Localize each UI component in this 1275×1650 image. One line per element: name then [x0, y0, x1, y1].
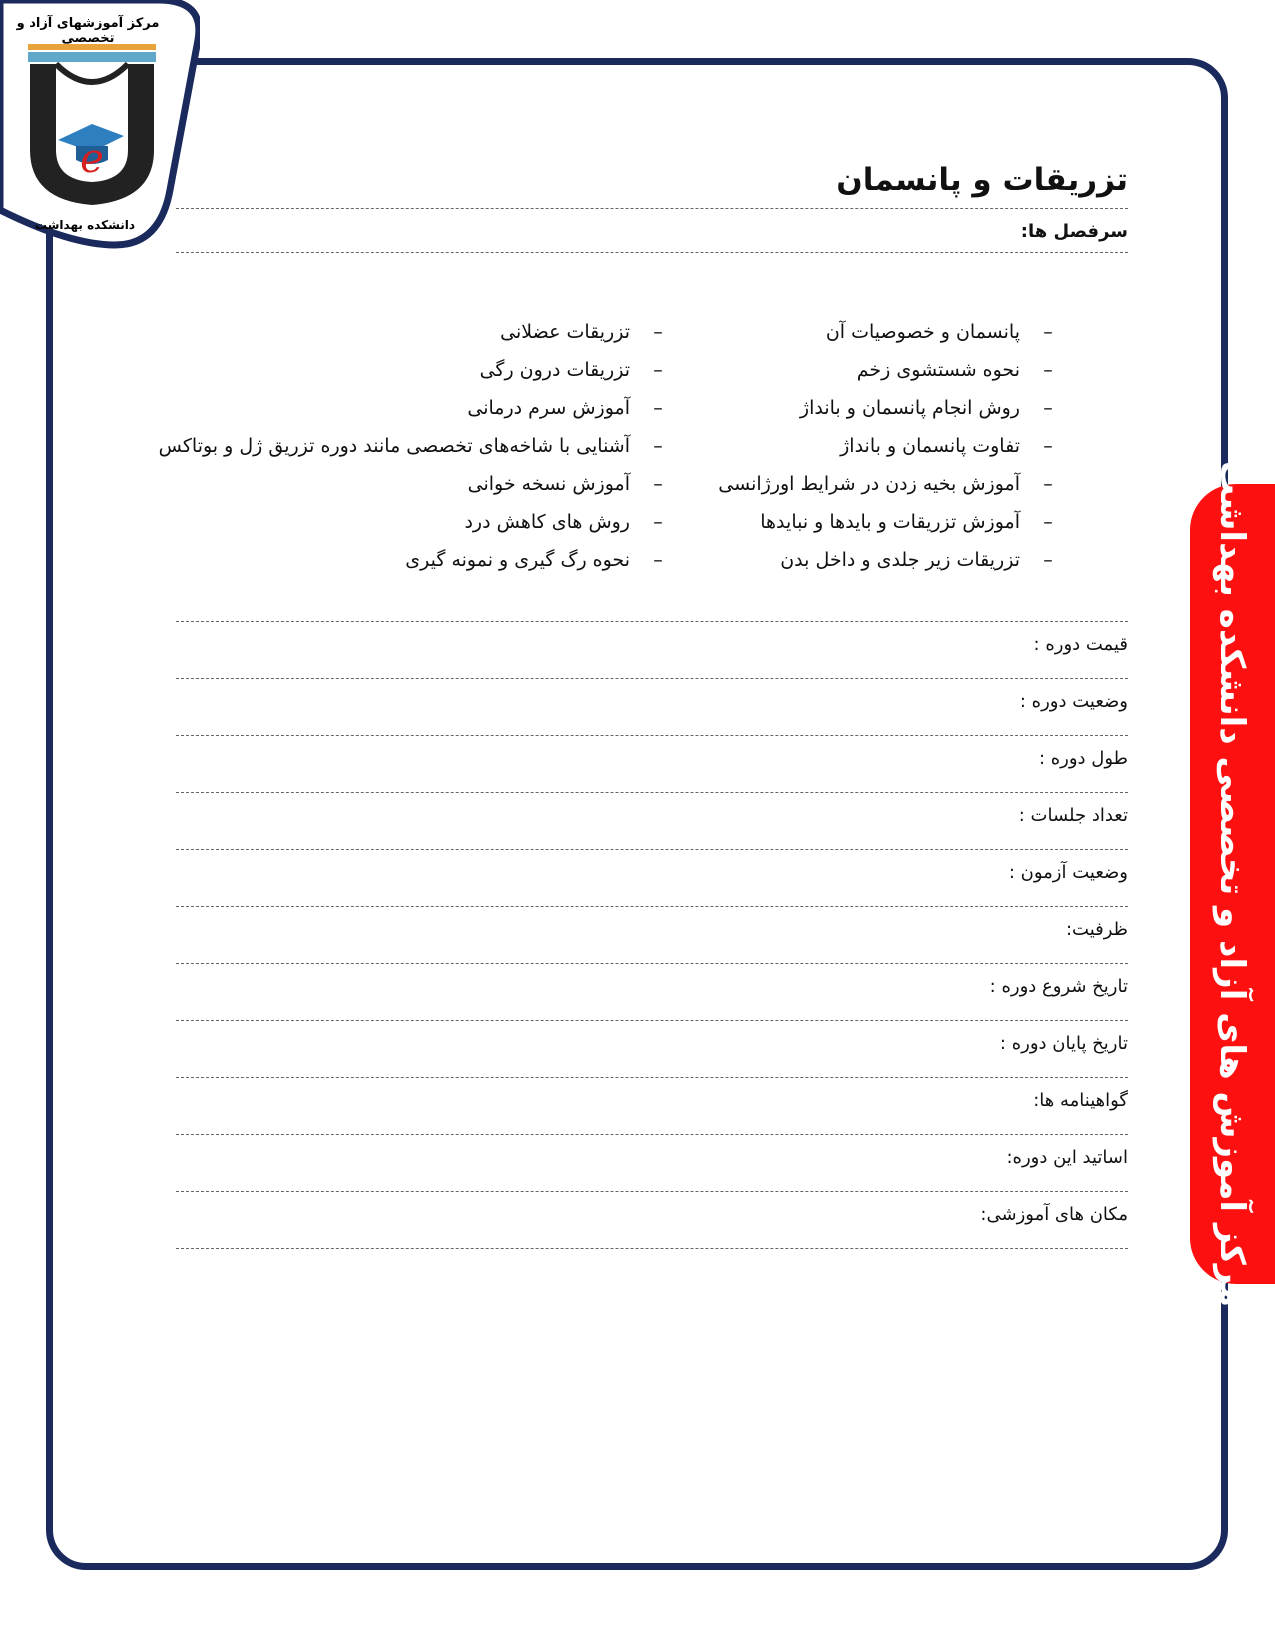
- field-label: قیمت دوره :: [1033, 634, 1128, 655]
- list-item: –روش انجام پانسمان و بانداژ: [718, 389, 1068, 427]
- field-label: وضعیت آزمون :: [1008, 862, 1128, 883]
- field-label: مکان های آموزشی:: [980, 1204, 1128, 1225]
- list-item: –نحوه رگ گیری و نمونه گیری: [159, 541, 678, 579]
- field-label: وضعیت دوره :: [1019, 691, 1128, 712]
- list-item: –روش های کاهش درد: [159, 503, 678, 541]
- list-item: –تزریقات درون رگی: [159, 351, 678, 389]
- field-label: تاریخ پایان دوره :: [999, 1033, 1128, 1054]
- dash-icon: –: [653, 511, 663, 533]
- dash-icon: –: [1043, 549, 1053, 571]
- list-item: –نحوه شستشوی زخم: [718, 351, 1068, 389]
- field-label: اساتید این دوره:: [1006, 1147, 1128, 1168]
- list-item: –تزریقات زیر جلدی و داخل بدن: [718, 541, 1068, 579]
- list-item: –آموزش تزریقات و بایدها و نبایدها: [718, 503, 1068, 541]
- field-row: [176, 906, 1128, 963]
- logo-top-text: مرکز آموزشهای آزاد و تخصصی: [16, 16, 160, 46]
- field-row: [176, 1134, 1128, 1191]
- dash-icon: –: [1043, 473, 1053, 495]
- dash-icon: –: [653, 473, 663, 495]
- field-row: [176, 1191, 1128, 1249]
- dash-icon: –: [1043, 321, 1053, 343]
- list-item: –تزریقات عضلانی: [159, 313, 678, 351]
- topics-column-right: [718, 313, 1068, 579]
- field-row: [176, 1077, 1128, 1134]
- field-row: [176, 963, 1128, 1020]
- field-row: [176, 1020, 1128, 1077]
- course-info-fields: [176, 621, 1128, 1249]
- list-item: –آموزش سرم درمانی: [159, 389, 678, 427]
- topics-list: [158, 313, 1128, 613]
- topics-column-left: [159, 313, 678, 579]
- main-content: [158, 150, 1128, 1249]
- svg-text:e: e: [80, 136, 104, 182]
- logo-tab: [0, 0, 200, 250]
- dash-icon: –: [653, 359, 663, 381]
- logo-bottom-text: دانشکده بهداشت: [34, 218, 136, 232]
- list-item: –آموزش بخیه زدن در شرایط اورژانسی: [718, 465, 1068, 503]
- list-item: –آشنایی با شاخه‌های تخصصی مانند دوره تزریق ژل و بوتاکس: [159, 427, 678, 465]
- field-row: [176, 849, 1128, 906]
- page-title: تزریقات و پانسمان: [836, 162, 1128, 198]
- dash-icon: –: [1043, 397, 1053, 419]
- dash-icon: –: [653, 397, 663, 419]
- field-row: [176, 735, 1128, 792]
- field-row: [176, 792, 1128, 849]
- dash-icon: –: [1043, 435, 1053, 457]
- dash-icon: –: [1043, 511, 1053, 533]
- field-label: گواهینامه ها:: [1033, 1090, 1128, 1111]
- field-label: تعداد جلسات :: [1018, 805, 1128, 826]
- field-label: ظرفیت:: [1065, 919, 1128, 940]
- side-badge-text: مرکز آموزش های آزاد و تخصصی دانشکده بهداشت: [1212, 460, 1252, 1308]
- field-row: [176, 678, 1128, 735]
- dash-icon: –: [1043, 359, 1053, 381]
- list-item: –آموزش نسخه خوانی: [159, 465, 678, 503]
- field-label: طول دوره :: [1038, 748, 1128, 769]
- dash-icon: –: [653, 435, 663, 457]
- list-item: –پانسمان و خصوصیات آن: [718, 313, 1068, 351]
- field-row: [176, 621, 1128, 678]
- divider: [176, 252, 1128, 253]
- list-item: –تفاوت پانسمان و بانداژ: [718, 427, 1068, 465]
- section-subtitle: سرفصل ها:: [1020, 221, 1128, 242]
- dash-icon: –: [653, 549, 663, 571]
- field-label: تاریخ شروع دوره :: [989, 976, 1128, 997]
- dash-icon: –: [653, 321, 663, 343]
